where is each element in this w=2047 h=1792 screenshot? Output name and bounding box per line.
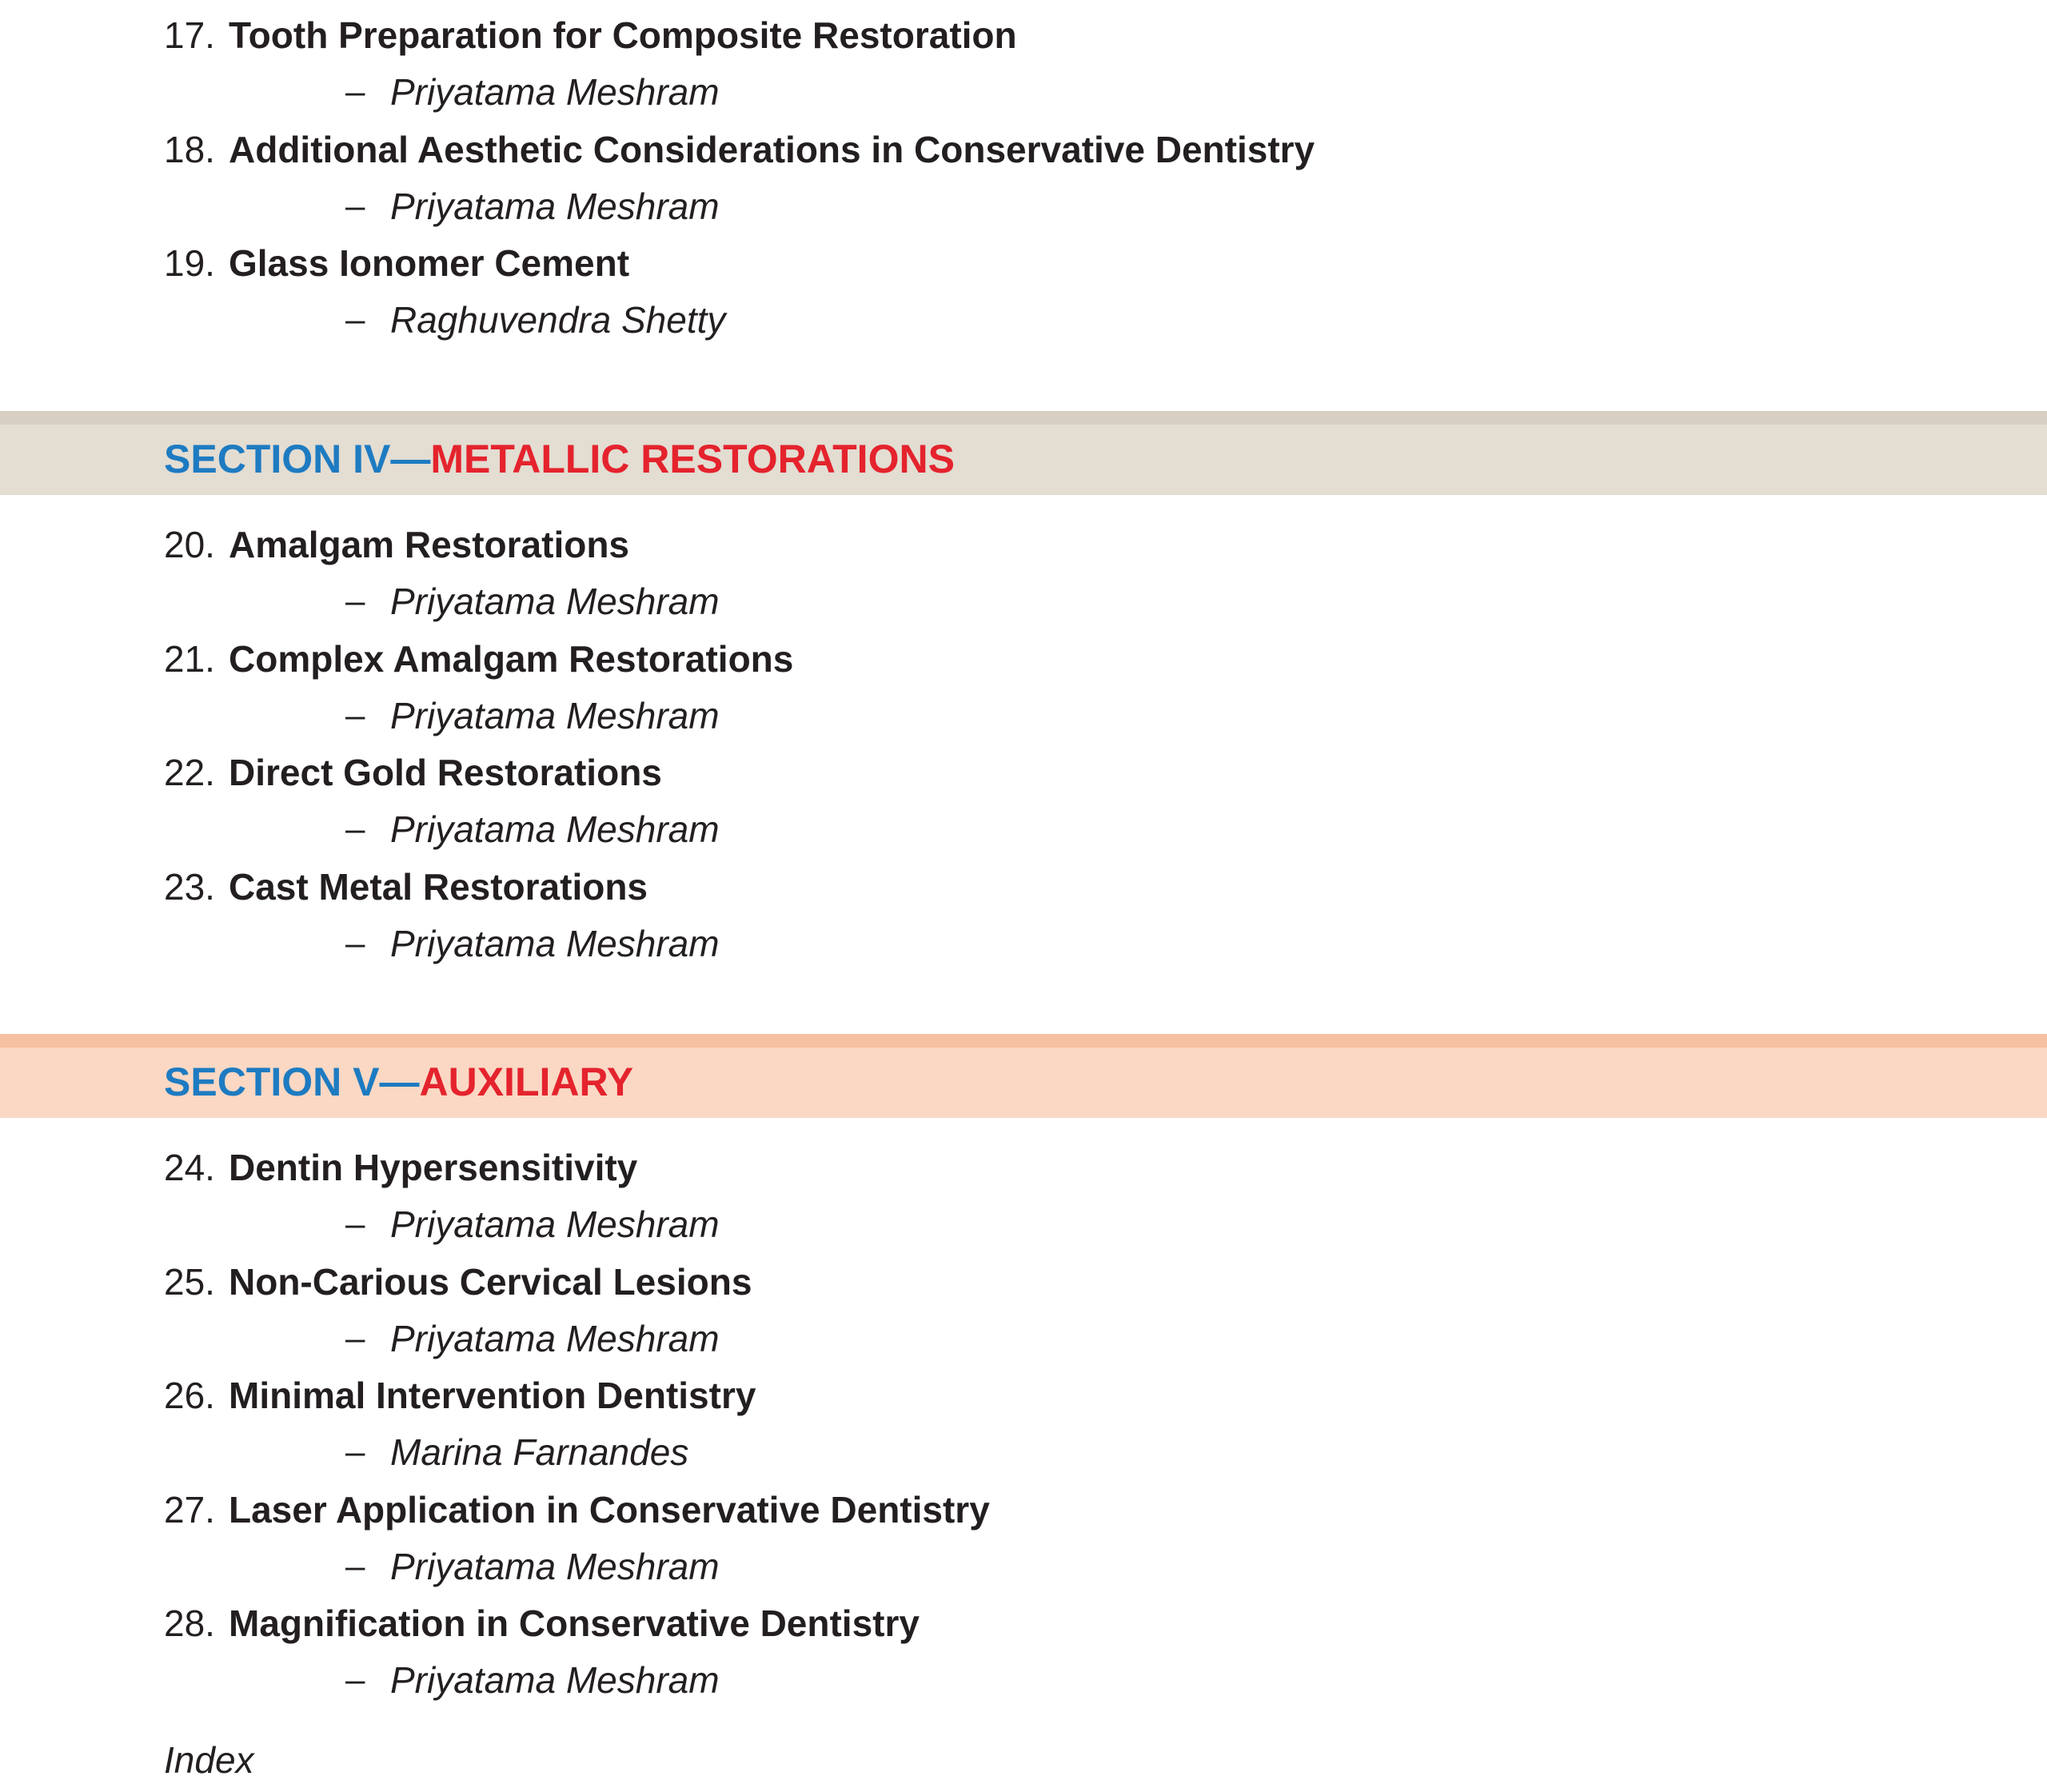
chapter-author: Marina Farnandes xyxy=(390,1431,689,1473)
chapter-author: Priyatama Meshram xyxy=(390,581,720,622)
author-dash: – xyxy=(345,1546,365,1586)
chapter-author: Priyatama Meshram xyxy=(390,694,720,736)
toc-group-3 xyxy=(0,1129,2047,1699)
chapter-title[interactable]: Complex Amalgam Restorations xyxy=(229,637,794,680)
toc-entry[interactable] xyxy=(0,111,2047,225)
chapter-number: 26. xyxy=(164,1375,215,1416)
chapter-author: Raghuvendra Shetty xyxy=(390,299,726,341)
toc-entry[interactable] xyxy=(0,1585,2047,1699)
section-label: SECTION V— xyxy=(164,1060,420,1104)
toc-entry[interactable] xyxy=(0,0,2047,111)
chapter-number: 27. xyxy=(164,1488,215,1531)
chapter-title[interactable]: Minimal Intervention Dentistry xyxy=(229,1375,756,1416)
chapter-number: 18. xyxy=(164,128,215,170)
chapter-number: 20. xyxy=(164,524,215,565)
toc-entry[interactable] xyxy=(0,621,2047,735)
chapter-title[interactable]: Glass Ionomer Cement xyxy=(229,242,630,284)
toc-entry[interactable] xyxy=(0,1357,2047,1471)
author-dash: – xyxy=(345,1660,365,1699)
chapter-author: Priyatama Meshram xyxy=(390,185,720,227)
chapter-author: Priyatama Meshram xyxy=(390,922,720,964)
toc-group-1 xyxy=(0,0,2047,339)
author-dash: – xyxy=(345,809,365,848)
chapter-title[interactable]: Dentin Hypersensitivity xyxy=(229,1147,638,1188)
chapter-author: Priyatama Meshram xyxy=(390,1317,720,1359)
chapter-number: 25. xyxy=(164,1260,215,1303)
chapter-author: Priyatama Meshram xyxy=(390,1545,720,1587)
toc-entry[interactable] xyxy=(0,734,2047,848)
chapter-title[interactable]: Laser Application in Conservative Dentistry xyxy=(229,1488,990,1531)
band-top-stripe xyxy=(0,1034,2047,1048)
chapter-number: 21. xyxy=(164,637,215,680)
toc-entry[interactable] xyxy=(0,506,2047,621)
index-link[interactable]: Index xyxy=(164,1739,254,1781)
author-dash: – xyxy=(345,1318,365,1358)
toc-entry[interactable] xyxy=(0,225,2047,339)
author-dash: – xyxy=(345,1432,365,1471)
chapter-title[interactable]: Amalgam Restorations xyxy=(229,524,630,565)
chapter-author: Priyatama Meshram xyxy=(390,808,720,850)
chapter-author: Priyatama Meshram xyxy=(390,1203,720,1245)
chapter-title[interactable]: Magnification in Conservative Dentistry xyxy=(229,1602,920,1644)
section-heading xyxy=(164,1054,633,1110)
chapter-author: Priyatama Meshram xyxy=(390,71,720,113)
chapter-number: 28. xyxy=(164,1602,215,1644)
author-dash: – xyxy=(345,923,365,963)
author-dash: – xyxy=(345,72,365,111)
chapter-number: 23. xyxy=(164,865,215,908)
chapter-number: 24. xyxy=(164,1147,215,1188)
chapter-title[interactable]: Additional Aesthetic Considerations in Conservative Dentistry xyxy=(229,128,1315,170)
toc-group-2 xyxy=(0,506,2047,962)
author-dash: – xyxy=(345,1204,365,1243)
band-top-stripe xyxy=(0,411,2047,425)
chapter-number: 19. xyxy=(164,242,215,284)
author-dash: – xyxy=(345,300,365,339)
section-band-v xyxy=(0,1034,2047,1118)
section-name: AUXILIARY xyxy=(419,1060,634,1104)
chapter-title[interactable]: Direct Gold Restorations xyxy=(229,752,662,793)
toc-entry[interactable] xyxy=(0,848,2047,963)
chapter-number: 17. xyxy=(164,14,215,56)
section-name: METALLIC RESTORATIONS xyxy=(430,437,955,481)
chapter-title[interactable]: Cast Metal Restorations xyxy=(229,865,648,908)
chapter-author: Priyatama Meshram xyxy=(390,1659,720,1701)
section-label: SECTION IV— xyxy=(164,437,431,481)
chapter-title[interactable]: Tooth Preparation for Composite Restoration xyxy=(229,14,1017,56)
toc-entry[interactable] xyxy=(0,1243,2047,1358)
section-band-iv xyxy=(0,411,2047,495)
toc-entry[interactable] xyxy=(0,1471,2047,1586)
author-dash: – xyxy=(345,581,365,621)
section-heading xyxy=(164,431,955,487)
author-dash: – xyxy=(345,695,365,735)
chapter-number: 22. xyxy=(164,752,215,793)
chapter-title[interactable]: Non-Carious Cervical Lesions xyxy=(229,1260,752,1303)
author-dash: – xyxy=(345,186,365,225)
toc-entry[interactable] xyxy=(0,1129,2047,1243)
